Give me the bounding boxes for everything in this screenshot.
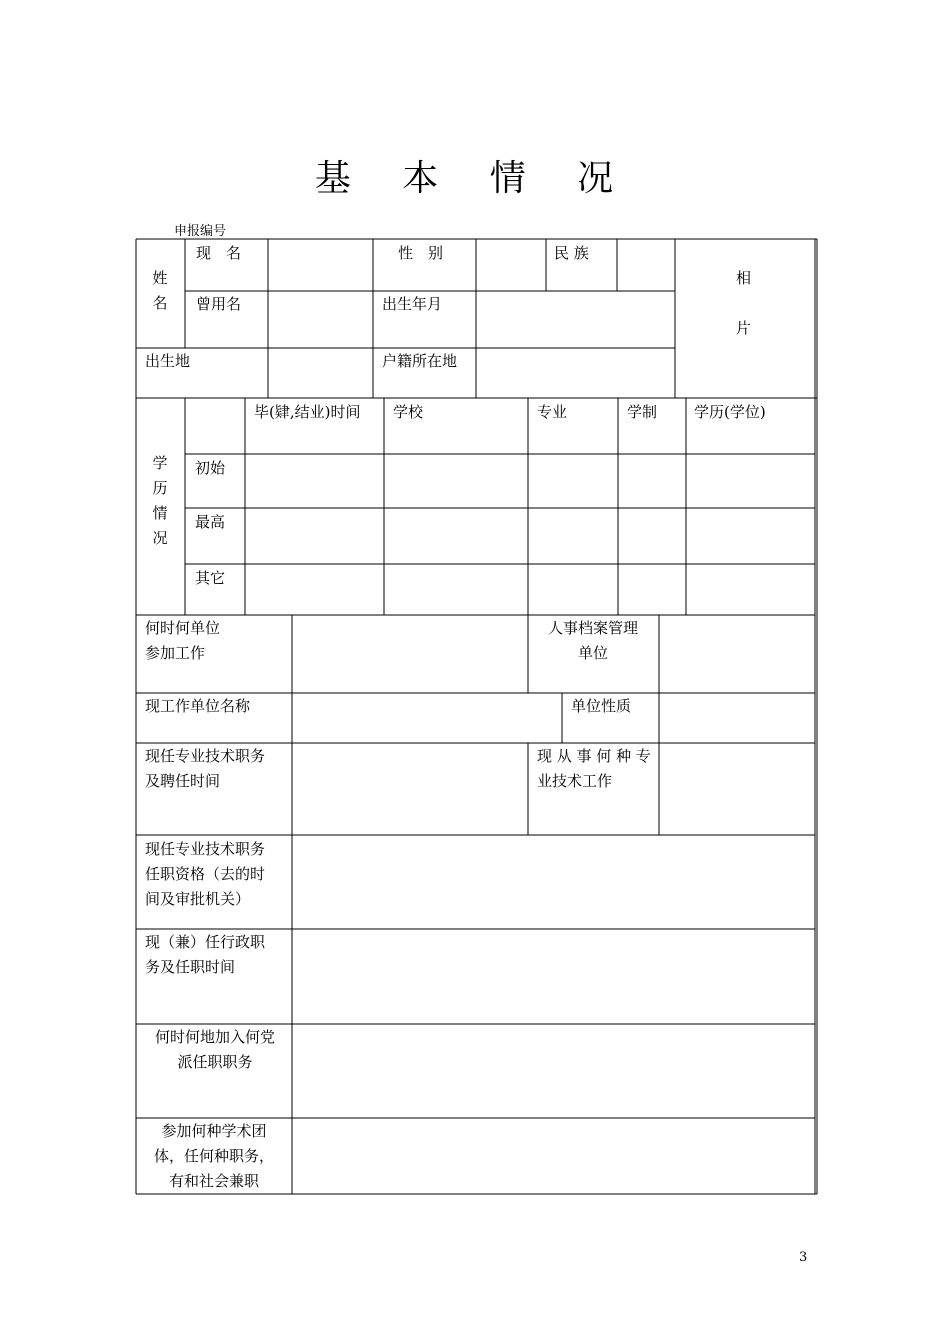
- birthplace-field[interactable]: [269, 349, 372, 397]
- current-post-field[interactable]: [293, 744, 527, 834]
- education-group-label: 学 历 情 况: [152, 454, 168, 547]
- application-number-label: 申报编号: [174, 224, 227, 239]
- household-registration-label: 户籍所在地: [382, 352, 458, 370]
- current-name-label: 现 名: [196, 244, 242, 262]
- ethnicity-field[interactable]: [618, 240, 674, 290]
- personnel-file-unit-label: 人事档案管理 单位: [547, 619, 638, 662]
- academic-field[interactable]: [293, 1119, 814, 1193]
- admin-post-field[interactable]: [293, 930, 814, 1023]
- admin-post-label: 现（兼）任行政职 务及任职时间: [145, 933, 266, 976]
- education-other-entry[interactable]: [246, 565, 814, 614]
- current-field-label: 现 从 事 何 种 专 业技术工作: [537, 747, 651, 790]
- household-registration-field[interactable]: [477, 349, 674, 397]
- degree-header: 学历(学位): [694, 403, 766, 421]
- major-header: 专业: [537, 403, 568, 421]
- current-name-field[interactable]: [269, 240, 372, 290]
- education-row-other: 其它: [195, 569, 226, 587]
- qualification-field[interactable]: [293, 836, 814, 928]
- qualification-label: 现任专业技术职务 任职资格（去的时 间及审批机关）: [145, 840, 266, 908]
- ethnicity-label: 民 族: [554, 244, 589, 262]
- education-row-initial: 初始: [195, 459, 226, 477]
- former-name-label: 曾用名: [196, 295, 242, 313]
- education-initial-entry[interactable]: [246, 455, 814, 507]
- unit-nature-label: 单位性质: [571, 697, 632, 715]
- page-title: 基 本 情 况: [314, 158, 634, 199]
- party-field[interactable]: [293, 1025, 814, 1117]
- school-header: 学校: [393, 403, 424, 421]
- graduation-time-header: 毕(肄,结业)时间: [254, 403, 361, 421]
- education-row-highest: 最高: [195, 513, 226, 531]
- current-employer-field[interactable]: [293, 694, 561, 742]
- current-employer-label: 现工作单位名称: [145, 697, 251, 715]
- current-field-field[interactable]: [660, 744, 814, 834]
- current-post-label: 现任专业技术职务 及聘任时间: [145, 747, 266, 790]
- photo-label: 相 片: [736, 269, 752, 337]
- join-work-field[interactable]: [293, 616, 527, 692]
- gender-label: 性 别: [398, 244, 444, 262]
- name-group-label: 姓 名: [152, 269, 168, 312]
- birth-date-label: 出生年月: [382, 295, 443, 313]
- former-name-field[interactable]: [269, 292, 372, 347]
- birthplace-label: 出生地: [145, 352, 191, 370]
- gender-field[interactable]: [477, 240, 545, 290]
- personnel-file-unit-field[interactable]: [660, 616, 814, 692]
- photo-box[interactable]: [676, 240, 814, 397]
- unit-nature-field[interactable]: [660, 694, 814, 742]
- program-length-header: 学制: [627, 403, 658, 421]
- education-highest-entry[interactable]: [246, 509, 814, 563]
- join-work-label: 何时何单位 参加工作: [145, 619, 221, 662]
- party-label: 何时何地加入何党 派任职职务: [154, 1028, 275, 1071]
- academic-label: 参加何种学术团 体，任何种职务， 有和社会兼职: [153, 1122, 274, 1190]
- birth-date-field[interactable]: [477, 292, 674, 347]
- page-number: 3: [799, 1250, 808, 1265]
